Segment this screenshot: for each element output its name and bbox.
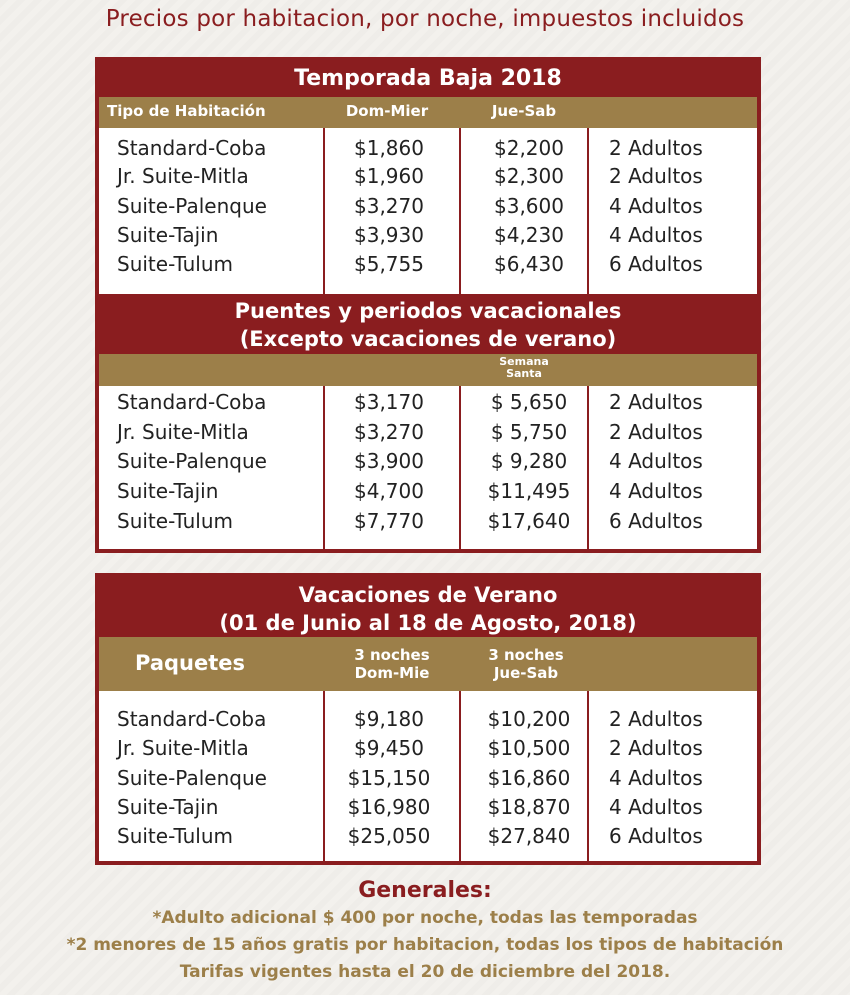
price-weekday: $3,930	[354, 223, 424, 247]
price-package-jue-sab: $10,200	[487, 707, 571, 731]
price-package-dom-mie: $25,050	[347, 824, 431, 848]
occupancy: 2 Adultos	[609, 420, 703, 444]
room-name: Suite-Tajin	[117, 479, 219, 503]
column-header-line: 3 noches	[354, 646, 430, 664]
price-weekday: $7,770	[354, 509, 424, 533]
section-title-line: Puentes y periodos vacacionales	[234, 299, 622, 323]
occupancy: 4 Adultos	[609, 766, 703, 790]
rates-rows-section1	[99, 128, 757, 294]
section-subtitle-line: (Excepto vacaciones de verano)	[239, 327, 617, 351]
rates-table-summer	[95, 573, 761, 865]
column-header-line: 3 noches	[488, 646, 564, 664]
price-package-jue-sab: $10,500	[487, 736, 571, 760]
footer-note-children: *2 menores de 15 años gratis por habitacion, todas los tipos de habitación	[66, 935, 784, 955]
price-weekday: $3,170	[354, 390, 424, 414]
room-name: Standard-Coba	[117, 707, 267, 731]
room-name: Suite-Tajin	[117, 795, 219, 819]
rates-rows-section3	[99, 691, 757, 861]
price-weekday: $1,960	[354, 164, 424, 188]
price-weekend: $3,600	[494, 194, 564, 218]
footer-title: Generales:	[358, 878, 492, 903]
section-title-line: Vacaciones de Verano	[298, 583, 558, 607]
table-row	[99, 507, 757, 536]
price-package-dom-mie: $9,180	[354, 707, 424, 731]
occupancy: 2 Adultos	[609, 136, 703, 160]
occupancy: 2 Adultos	[609, 390, 703, 414]
price-package-jue-sab: $27,840	[487, 824, 571, 848]
occupancy: 4 Adultos	[609, 449, 703, 473]
price-package-dom-mie: $15,150	[347, 766, 431, 790]
column-header-bar	[99, 97, 757, 128]
column-header-line: Semana	[499, 355, 549, 368]
room-name: Jr. Suite-Mitla	[117, 420, 249, 444]
column-header-3-noches-jue-sab	[461, 646, 591, 682]
section-title-vacaciones-verano	[99, 577, 757, 637]
price-weekday: $3,900	[354, 449, 424, 473]
room-name: Standard-Coba	[117, 390, 267, 414]
price-weekday: $4,700	[354, 479, 424, 503]
table-row	[99, 134, 757, 163]
table-row	[99, 418, 757, 447]
column-header-line: Jue-Sab	[493, 664, 559, 682]
price-weekday: $1,860	[354, 136, 424, 160]
price-semana-santa: $11,495	[487, 479, 571, 503]
room-name: Suite-Tajin	[117, 223, 219, 247]
table-row	[99, 447, 757, 476]
price-package-dom-mie: $16,980	[347, 795, 431, 819]
table-row	[99, 162, 757, 191]
price-semana-santa: $ 9,280	[490, 449, 568, 473]
price-package-jue-sab: $18,870	[487, 795, 571, 819]
room-name: Suite-Palenque	[117, 449, 267, 473]
price-weekend: $2,300	[494, 164, 564, 188]
column-header-paquetes: Paquetes	[135, 651, 246, 675]
occupancy: 2 Adultos	[609, 707, 703, 731]
room-name: Suite-Tulum	[117, 509, 234, 533]
column-header-line: Dom-Mie	[354, 664, 430, 682]
column-header-room-type: Tipo de Habitación	[107, 102, 266, 120]
room-name: Standard-Coba	[117, 136, 267, 160]
section-title-temporada-baja: Temporada Baja 2018	[99, 61, 757, 97]
column-header-jue-sab: Jue-Sab	[491, 102, 557, 120]
table-row	[99, 793, 757, 822]
column-header-semana-santa	[459, 356, 589, 380]
room-name: Suite-Tulum	[117, 824, 234, 848]
price-weekday: $5,755	[354, 252, 424, 276]
column-header-dom-mier: Dom-Mier	[345, 102, 429, 120]
price-package-jue-sab: $16,860	[487, 766, 571, 790]
price-semana-santa: $ 5,650	[490, 390, 568, 414]
rates-rows-section2	[99, 386, 757, 549]
occupancy: 6 Adultos	[609, 824, 703, 848]
room-name: Jr. Suite-Mitla	[117, 736, 249, 760]
occupancy: 4 Adultos	[609, 223, 703, 247]
rates-table-low-and-holidays	[95, 57, 761, 553]
section-subtitle-line: (01 de Junio al 18 de Agosto, 2018)	[219, 611, 637, 635]
footer-note-extra-adult: *Adulto adicional $ 400 por noche, todas las temporadas	[152, 908, 698, 928]
column-header-bar	[99, 354, 757, 386]
column-header-line: Santa	[506, 367, 542, 380]
column-header-bar	[99, 637, 757, 691]
room-name: Jr. Suite-Mitla	[117, 164, 249, 188]
price-weekday: $3,270	[354, 194, 424, 218]
price-weekday: $3,270	[354, 420, 424, 444]
price-weekend: $6,430	[494, 252, 564, 276]
table-row	[99, 822, 757, 851]
occupancy: 6 Adultos	[609, 509, 703, 533]
price-semana-santa: $17,640	[487, 509, 571, 533]
price-weekend: $4,230	[494, 223, 564, 247]
occupancy: 2 Adultos	[609, 164, 703, 188]
occupancy: 4 Adultos	[609, 479, 703, 503]
price-semana-santa: $ 5,750	[490, 420, 568, 444]
table-row	[99, 764, 757, 793]
table-row	[99, 734, 757, 763]
table-row	[99, 221, 757, 250]
occupancy: 4 Adultos	[609, 795, 703, 819]
table-row	[99, 705, 757, 734]
price-package-dom-mie: $9,450	[354, 736, 424, 760]
table-row	[99, 192, 757, 221]
room-name: Suite-Tulum	[117, 252, 234, 276]
page-title: Precios por habitacion, por noche, impuestos incluidos	[105, 6, 745, 32]
table-row	[99, 388, 757, 417]
table-row	[99, 477, 757, 506]
price-weekend: $2,200	[494, 136, 564, 160]
occupancy: 6 Adultos	[609, 252, 703, 276]
footer-note-validity: Tarifas vigentes hasta el 20 de diciembre del 2018.	[179, 962, 671, 982]
occupancy: 4 Adultos	[609, 194, 703, 218]
occupancy: 2 Adultos	[609, 736, 703, 760]
column-header-3-noches-dom-mie	[327, 646, 457, 682]
room-name: Suite-Palenque	[117, 766, 267, 790]
table-row	[99, 250, 757, 279]
room-name: Suite-Palenque	[117, 194, 267, 218]
section-title-puentes	[99, 294, 757, 354]
